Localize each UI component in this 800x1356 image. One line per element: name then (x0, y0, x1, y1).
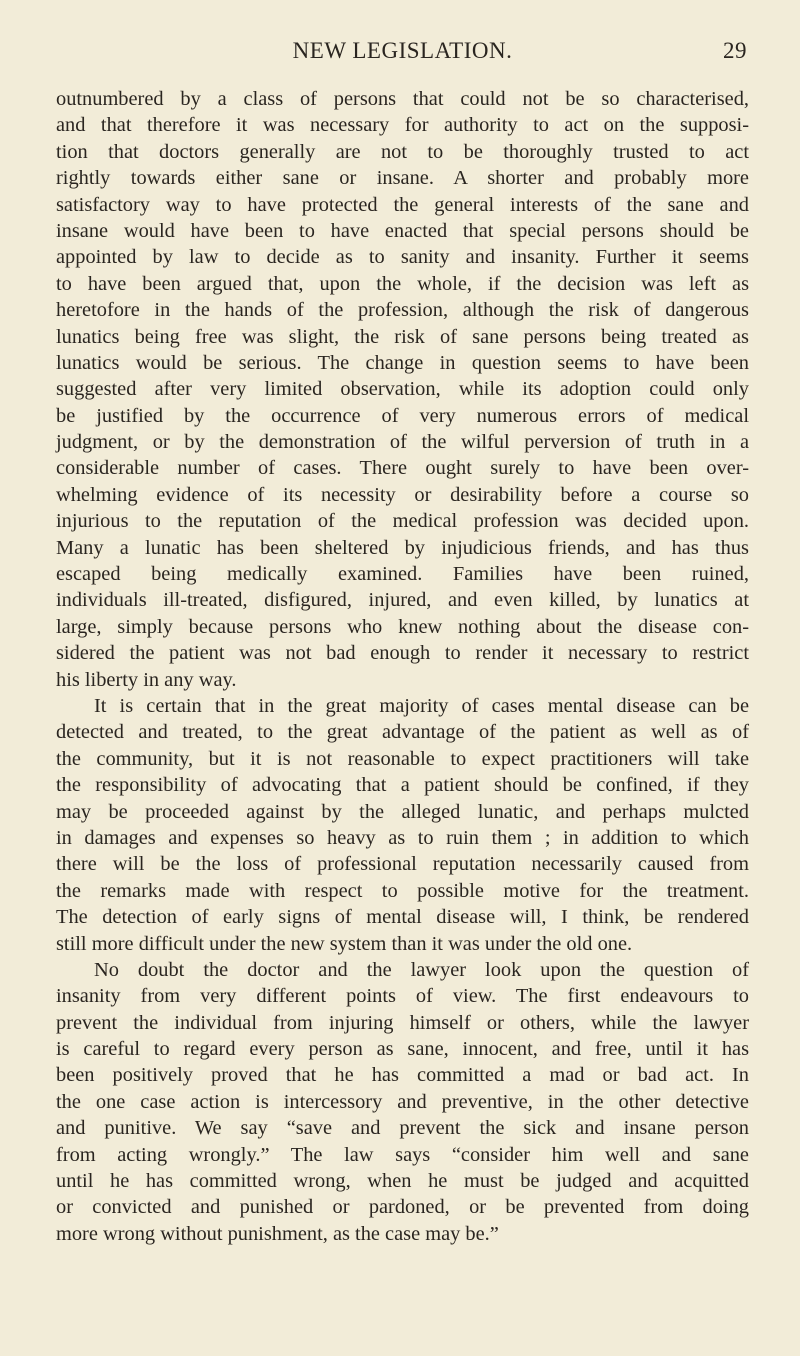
text-line: be justified by the occurrence of very numerous errors of medical (56, 404, 749, 427)
text-line: rightly towards either sane or insane. A shorter and probably more (56, 167, 749, 190)
paragraph-1 (56, 86, 749, 693)
running-head (56, 38, 749, 72)
text-line: more wrong without punishment, as the case may be.” (56, 1222, 499, 1245)
text-line: is careful to regard every person as sane, innocent, and free, until it has (56, 1038, 749, 1061)
text-line: It is certain that in the great majority of cases mental disease can be (94, 694, 749, 717)
text-line: sidered the patient was not bad enough to render it necessary to restrict (56, 642, 749, 665)
text-line: to have been argued that, upon the whole, if the decision was left as (56, 272, 749, 295)
text-line: insanity from very different points of view. The first endeavours to (56, 985, 749, 1008)
text-line: injurious to the reputation of the medical profession was decided upon. (56, 510, 749, 533)
text-line: suggested after very limited observation, while its adoption could only (56, 378, 749, 401)
text-line: Many a lunatic has been sheltered by injudicious friends, and has thus (56, 536, 749, 559)
page-number: 29 (723, 38, 747, 63)
text-line: appointed by law to decide as to sanity and insanity. Further it seems (56, 246, 749, 269)
text-line: or convicted and punished or pardoned, or be prevented from doing (56, 1196, 749, 1219)
text-line: the remarks made with respect to possible motive for the treatment. (56, 879, 749, 902)
running-title: NEW LEGISLATION. (292, 38, 513, 63)
text-line: until he has committed wrong, when he must be judged and acquitted (56, 1170, 749, 1193)
text-line: been positively proved that he has committed a mad or bad act. In (56, 1064, 749, 1087)
text-line: and punitive. We say “save and prevent the sick and insane person (56, 1117, 749, 1140)
paragraph-3 (56, 957, 749, 1247)
text-line: the one case action is intercessory and preventive, in the other detective (56, 1090, 749, 1113)
text-line: there will be the loss of professional reputation necessarily caused from (56, 853, 749, 876)
text-line: the responsibility of advocating that a patient should be confined, if they (56, 774, 749, 797)
paragraph-2 (56, 693, 749, 957)
text-line: satisfactory way to have protected the general interests of the sane and (56, 193, 749, 216)
text-line: prevent the individual from injuring himself or others, while the lawyer (56, 1011, 749, 1034)
text-line: considerable number of cases. There ought surely to have been over- (56, 457, 749, 480)
text-line: tion that doctors generally are not to be thoroughly trusted to act (56, 140, 749, 163)
text-line: in damages and expenses so heavy as to ruin them ; in addition to which (56, 826, 749, 849)
text-line: judgment, or by the demonstration of the wilful perversion of truth in a (56, 431, 749, 454)
text-line: from acting wrongly.” The law says “consider him well and sane (56, 1143, 749, 1166)
text-line: lunatics being free was slight, the risk of sane persons being treated as (56, 325, 749, 348)
text-line: lunatics would be serious. The change in question seems to have been (56, 351, 749, 374)
text-line: heretofore in the hands of the profession, although the risk of dangerous (56, 299, 749, 322)
text-line: outnumbered by a class of persons that could not be so characterised, (56, 88, 749, 110)
text-line: his liberty in any way. (56, 668, 237, 691)
text-line: still more difficult under the new system than it was under the old one. (56, 932, 633, 955)
body-text (56, 86, 749, 1247)
text-line: the community, but it is not reasonable to expect practitioners will take (56, 747, 749, 770)
text-line: and that therefore it was necessary for authority to act on the supposi- (56, 114, 749, 137)
text-line: may be proceeded against by the alleged lunatic, and perhaps mulcted (56, 800, 749, 823)
text-line: large, simply because persons who knew nothing about the disease con- (56, 615, 749, 638)
text-line: detected and treated, to the great advantage of the patient as well as of (56, 721, 749, 744)
text-line: individuals ill-treated, disfigured, injured, and even killed, by lunatics at (56, 589, 749, 612)
text-line: insane would have been to have enacted that special persons should be (56, 219, 749, 242)
book-page (56, 0, 749, 1356)
text-line: escaped being medically examined. Families have been ruined, (56, 563, 749, 586)
text-line: The detection of early signs of mental disease will, I think, be rendered (56, 906, 749, 929)
text-line: whelming evidence of its necessity or desirability before a course so (56, 483, 749, 506)
text-line: No doubt the doctor and the lawyer look upon the question of (94, 958, 749, 981)
